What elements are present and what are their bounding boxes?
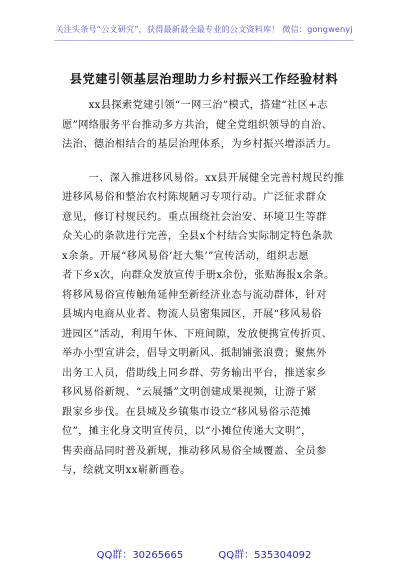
header-promo: 关注头条号“公文研究”，获得最新最全最专业的公文资料库！ 微信：gongwenyj — [55, 24, 353, 34]
paragraph-line: 县城内电商从业者、物流人员密集园区，开展“移风易俗 — [62, 309, 322, 320]
paragraph-line: 众关心的条款进行完善，全县x个村结合实际制定特色条款 — [62, 231, 333, 242]
paragraph-line: 法治、德治相结合的基层治理体系，为乡村振兴增添活力。 — [62, 139, 338, 150]
footer-qq-left: QQ群：30265665 — [96, 550, 184, 561]
paragraph-line: 位”，摊主化身文明宣传员，以“小摊位传递大文明”， — [62, 426, 312, 437]
paragraph-line: x余条。开展“移风易俗‘赶大集’”宣传活动，组织志愿 — [62, 250, 309, 262]
intro-paragraph — [62, 96, 352, 155]
paragraph-line: 进移风易俗和整治农村陈规陋习专项行动。广泛征求群众 — [62, 192, 327, 203]
paragraph-line: 出务工人员，借助线上同乡群、劳务输出平台，推送家乡 — [62, 367, 327, 379]
section-1-paragraph — [62, 169, 352, 481]
paragraph-line: 与，绘就文明xx崭新画卷。 — [62, 465, 191, 476]
header-divider — [54, 40, 354, 41]
paragraph-line: 跟家乡步伐。在县城及乡镇集市设立“移风易俗示范摊 — [62, 406, 312, 418]
paragraph-line: 举办小型宣讲会，倡导文明新风、抵制铺张浪费；聚焦外 — [62, 348, 327, 359]
document-title: 县党建引领基层治理助力乡村振兴工作经验材料 — [69, 72, 339, 86]
paragraph-line: 者下乡x次，向群众发放宣传手册x余份，张贴海报x余条。 — [62, 270, 335, 281]
paragraph-line: 进园区”活动，利用午休、下班间隙，发放便携宣传折页、 — [62, 328, 333, 340]
footer-qq-right: QQ群：535304092 — [218, 550, 312, 561]
document-body — [62, 96, 352, 481]
footer — [0, 546, 408, 561]
paragraph-line: 将移风易俗宣传触角延伸至新经济业态与流动群体，针对 — [62, 289, 327, 301]
paragraph-line: 移风易俗新规、“云展播”文明创建成果视频，让游子紧 — [62, 387, 317, 398]
paragraph-line: 意见，修订村规民约。重点围绕社会治安、环境卫生等群 — [62, 211, 327, 223]
paragraph-line: 售卖商品同时普及新规，推动移风易俗全域覆盖、全员参 — [62, 445, 327, 457]
paragraph-line: xx县探索党建引领“一网三治”模式，搭建“社区+志 — [88, 100, 328, 111]
paragraph-line: 一、深入推进移风易俗。xx县开展健全完善村规民约推 — [88, 172, 345, 184]
paragraph-line: 愿”网络服务平台推动多方共治，健全党组织领导的自治、 — [62, 119, 333, 131]
